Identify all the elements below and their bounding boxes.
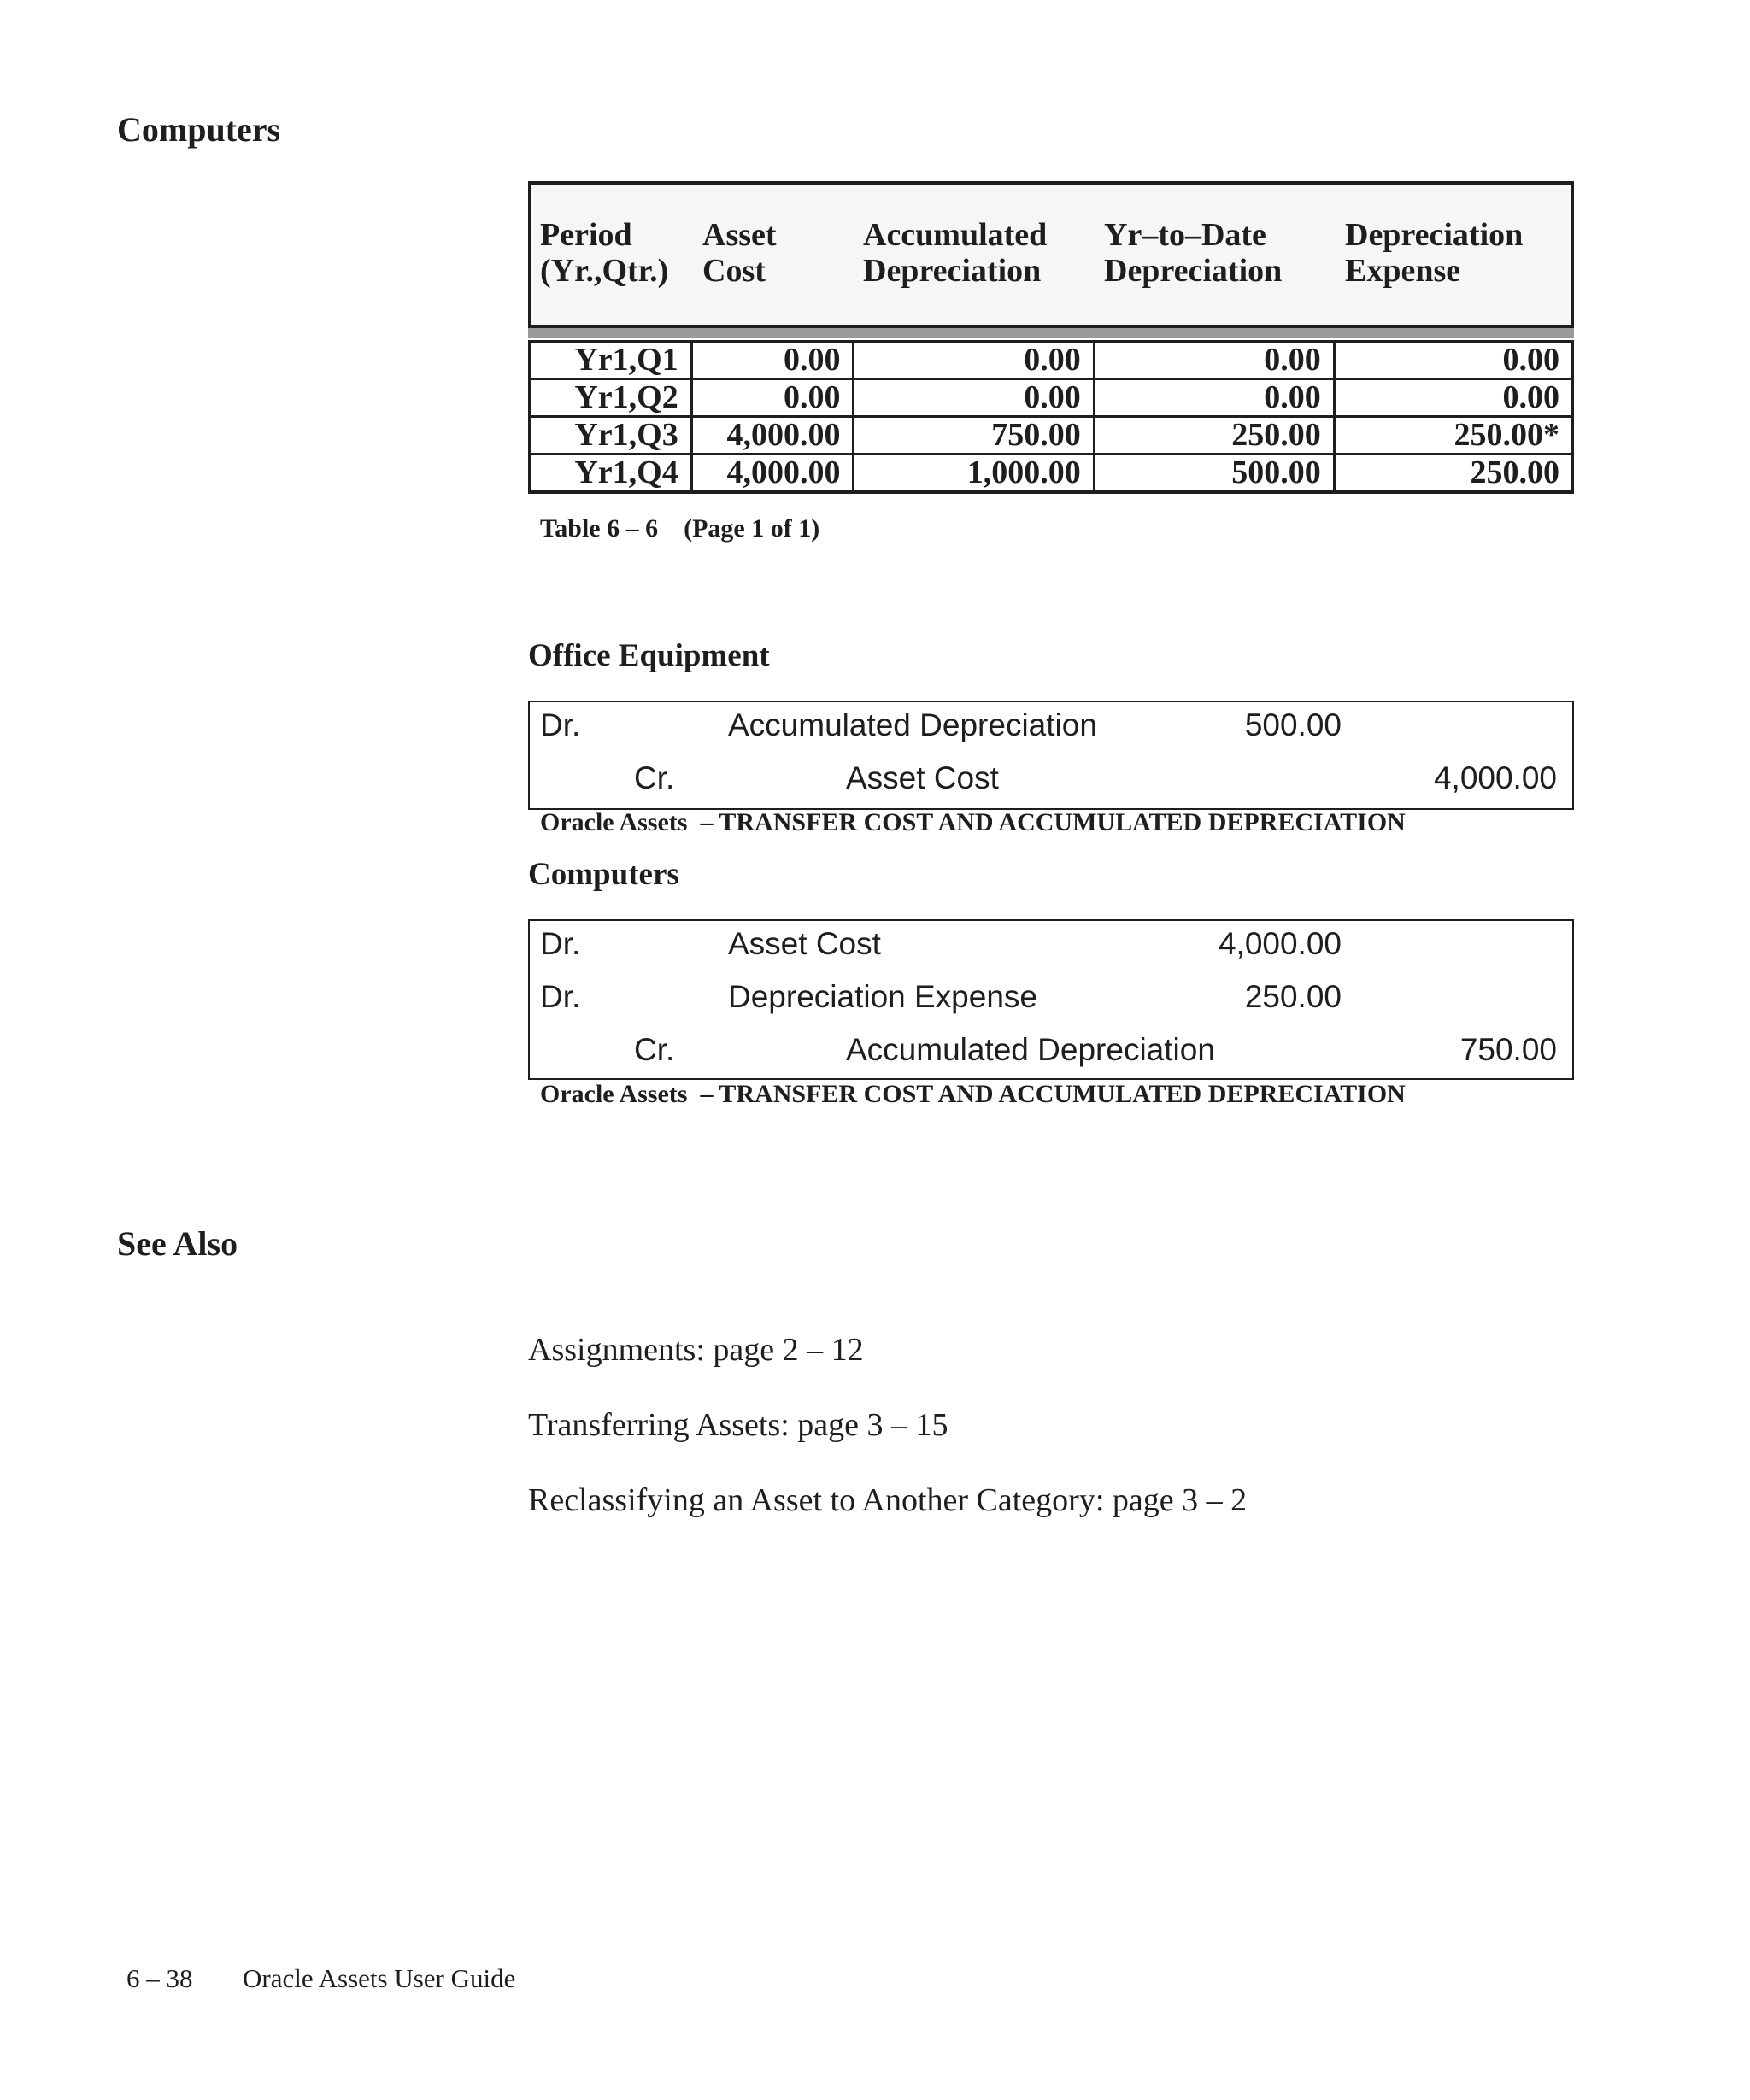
table-row: [530, 379, 1573, 417]
see-also-link[interactable]: Assignments: page 2 – 12: [528, 1332, 864, 1368]
table-row: [530, 417, 1573, 455]
see-also-link[interactable]: Transferring Assets: page 3 – 15: [528, 1407, 948, 1443]
table-caption: Table 6 – 6 (Page 1 of 1): [540, 514, 820, 543]
journal-debit: 250.00: [1244, 979, 1342, 1014]
table-cell: 1,000.00: [854, 455, 1094, 493]
header-text: Depreciation: [863, 253, 1042, 289]
table-cell: 0.00: [1094, 342, 1334, 379]
table-cell: 0.00: [1094, 379, 1334, 417]
table-cell: 0.00: [691, 379, 854, 417]
table-cell: 0.00: [691, 342, 854, 379]
table-cell: 0.00: [854, 379, 1094, 417]
table-cell: Yr1,Q3: [530, 417, 692, 455]
table-row: [530, 342, 1573, 379]
page-number: 6 – 38: [126, 1963, 193, 1993]
header-ytd-depreciation: [1104, 217, 1282, 289]
journal-caption: Oracle Assets – TRANSFER COST AND ACCUMULATED DEPRECIATION: [540, 808, 1406, 836]
table-cell: 250.00: [1334, 455, 1572, 493]
journal-account: Depreciation Expense: [728, 979, 1037, 1014]
table-cell: 0.00: [1334, 342, 1572, 379]
journal-account: Accumulated Depreciation: [846, 1032, 1215, 1067]
journal-type: Dr.: [540, 926, 581, 961]
header-text: Depreciation: [1345, 217, 1524, 253]
journal-entry-box: [528, 701, 1574, 810]
table-cell: 0.00: [854, 342, 1094, 379]
footer-title: Oracle Assets User Guide: [243, 1963, 516, 1993]
journal-type: Cr.: [634, 760, 675, 795]
header-depreciation-expense: [1345, 217, 1523, 289]
journal-type: Cr.: [634, 1032, 675, 1067]
table-cell: 500.00: [1094, 455, 1334, 493]
journal-heading-office-equipment: Office Equipment: [528, 638, 770, 673]
journal-type: Dr.: [540, 979, 581, 1014]
header-text: Depreciation: [1104, 253, 1283, 289]
journal-caption: Oracle Assets – TRANSFER COST AND ACCUMULATED DEPRECIATION: [540, 1080, 1406, 1108]
depreciation-table: [528, 340, 1574, 494]
table-cell: 4,000.00: [691, 455, 854, 493]
header-text: Expense: [1345, 253, 1461, 289]
table-cell: 4,000.00: [691, 417, 854, 455]
journal-account: Asset Cost: [728, 926, 881, 961]
header-text: Accumulated: [863, 217, 1048, 253]
see-also-link[interactable]: Reclassifying an Asset to Another Category: page 3 – 2: [528, 1482, 1248, 1518]
header-period: [540, 217, 668, 289]
journal-credit: 750.00: [1459, 1032, 1557, 1067]
journal-type: Dr.: [540, 707, 581, 742]
header-text: (Yr.,Qtr.): [540, 253, 669, 289]
table-cell: 250.00: [1094, 417, 1334, 455]
section-heading-see-also: See Also: [117, 1224, 238, 1263]
table-cell: 0.00: [1334, 379, 1572, 417]
table-header: [528, 181, 1574, 328]
table-row: [530, 455, 1573, 493]
header-accumulated-depreciation: [863, 217, 1047, 289]
table-cell: Yr1,Q2: [530, 379, 692, 417]
table-cell: 250.00*: [1334, 417, 1572, 455]
header-divider: [528, 328, 1574, 338]
header-text: Yr–to–Date: [1104, 217, 1266, 253]
journal-credit: 4,000.00: [1433, 760, 1557, 795]
header-text: Period: [540, 217, 632, 253]
header-asset-cost: [702, 217, 777, 289]
journal-account: Asset Cost: [846, 760, 999, 795]
journal-debit: 4,000.00: [1218, 926, 1342, 961]
section-heading-computers: Computers: [117, 110, 281, 149]
table-cell: 750.00: [854, 417, 1094, 455]
journal-debit: 500.00: [1244, 707, 1342, 742]
header-text: Cost: [702, 253, 766, 289]
table-cell: Yr1,Q4: [530, 455, 692, 493]
journal-heading-computers: Computers: [528, 857, 679, 892]
header-text: Asset: [702, 217, 777, 253]
journal-entry-box: [528, 919, 1574, 1080]
journal-account: Accumulated Depreciation: [728, 707, 1097, 742]
table-cell: Yr1,Q1: [530, 342, 692, 379]
